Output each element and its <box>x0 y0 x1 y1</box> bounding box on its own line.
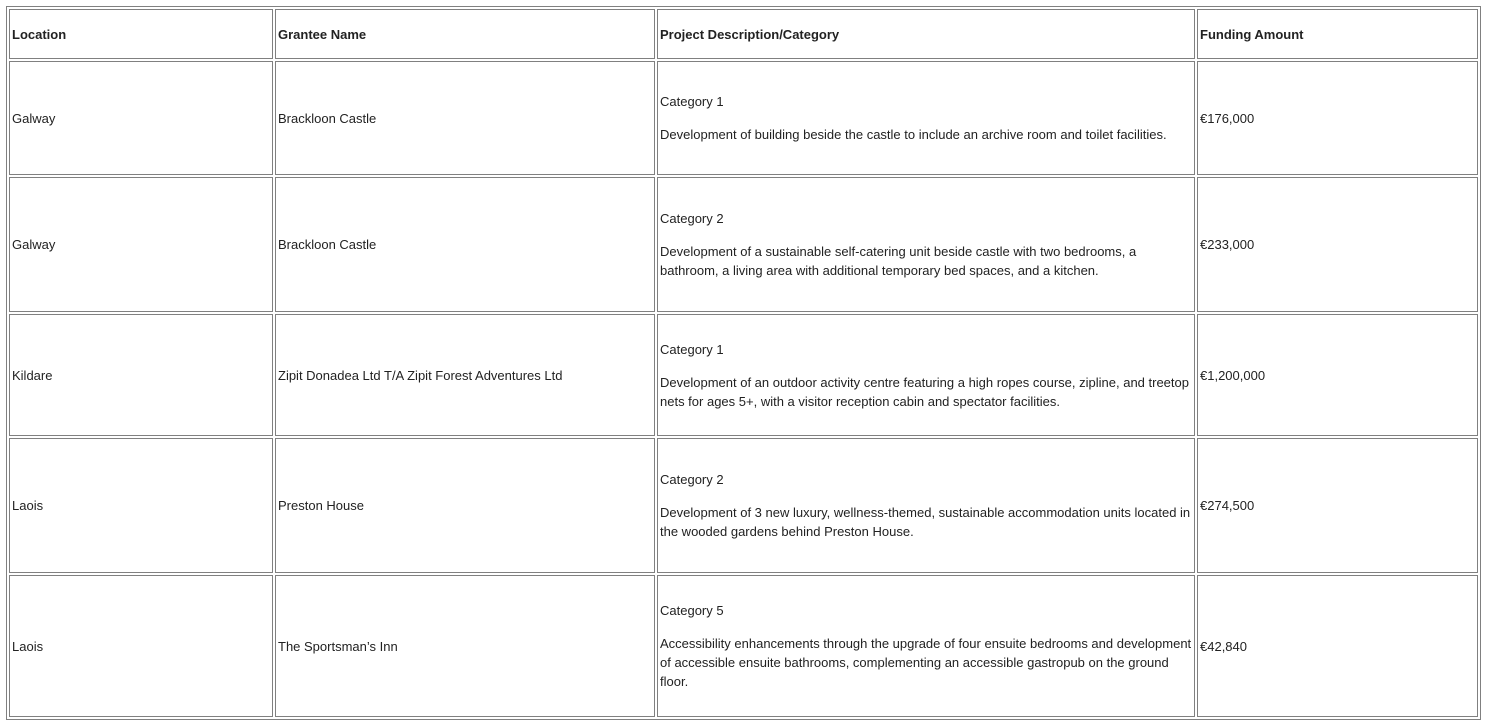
header-project-description: Project Description/Category <box>657 9 1195 59</box>
cell-funding: €1,200,000 <box>1197 314 1478 436</box>
project-category: Category 1 <box>660 341 724 357</box>
table-row <box>9 314 1478 436</box>
cell-location: Galway <box>9 61 273 175</box>
cell-location: Kildare <box>9 314 273 436</box>
cell-project <box>657 61 1195 175</box>
cell-location: Laois <box>9 438 273 573</box>
project-category: Category 5 <box>660 603 724 618</box>
project-description: Development of an outdoor activity centre featuring a high ropes course, zipline, and treetop nets for ages 5+, with a visitor reception cabin and spectator facilities. <box>660 374 1189 409</box>
cell-grantee: Brackloon Castle <box>275 61 655 175</box>
grants-table <box>6 6 1481 720</box>
project-description: Development of a sustainable self-catering unit beside castle with two bedrooms, a bathroom, a living area with additional temporary bed spaces, and a kitchen. <box>660 244 1137 278</box>
cell-project <box>657 438 1195 573</box>
cell-funding: €274,500 <box>1197 438 1478 573</box>
cell-grantee: Brackloon Castle <box>275 177 655 312</box>
header-location: Location <box>9 9 273 59</box>
header-grantee-name: Grantee Name <box>275 9 655 59</box>
cell-grantee: The Sportsman’s Inn <box>275 575 655 717</box>
table-row <box>9 177 1478 312</box>
project-description: Accessibility enhancements through the upgrade of four ensuite bedrooms and development of accessible ensuite bathrooms, complementing an accessible gastropub on the ground floor. <box>660 636 1192 689</box>
project-category: Category 2 <box>660 211 724 226</box>
table-row <box>9 61 1478 175</box>
project-category: Category 1 <box>660 94 724 109</box>
cell-grantee: Preston House <box>275 438 655 573</box>
cell-funding: €42,840 <box>1197 575 1478 717</box>
project-description: Development of 3 new luxury, wellness-themed, sustainable accommodation units located in the wooded gardens behind Preston House. <box>660 505 1191 539</box>
table-header-row <box>9 9 1478 59</box>
header-funding-amount: Funding Amount <box>1197 9 1478 59</box>
cell-project <box>657 575 1195 717</box>
cell-grantee: Zipit Donadea Ltd T/A Zipit Forest Adventures Ltd <box>275 314 655 436</box>
cell-funding: €176,000 <box>1197 61 1478 175</box>
project-category: Category 2 <box>660 472 724 487</box>
cell-project <box>657 314 1195 436</box>
cell-location: Galway <box>9 177 273 312</box>
cell-location: Laois <box>9 575 273 717</box>
grants-table-container <box>6 6 1481 720</box>
table-row <box>9 575 1478 717</box>
table-row <box>9 438 1478 573</box>
cell-funding: €233,000 <box>1197 177 1478 312</box>
cell-project <box>657 177 1195 312</box>
project-description: Development of building beside the castle to include an archive room and toilet facilities. <box>660 127 1167 142</box>
